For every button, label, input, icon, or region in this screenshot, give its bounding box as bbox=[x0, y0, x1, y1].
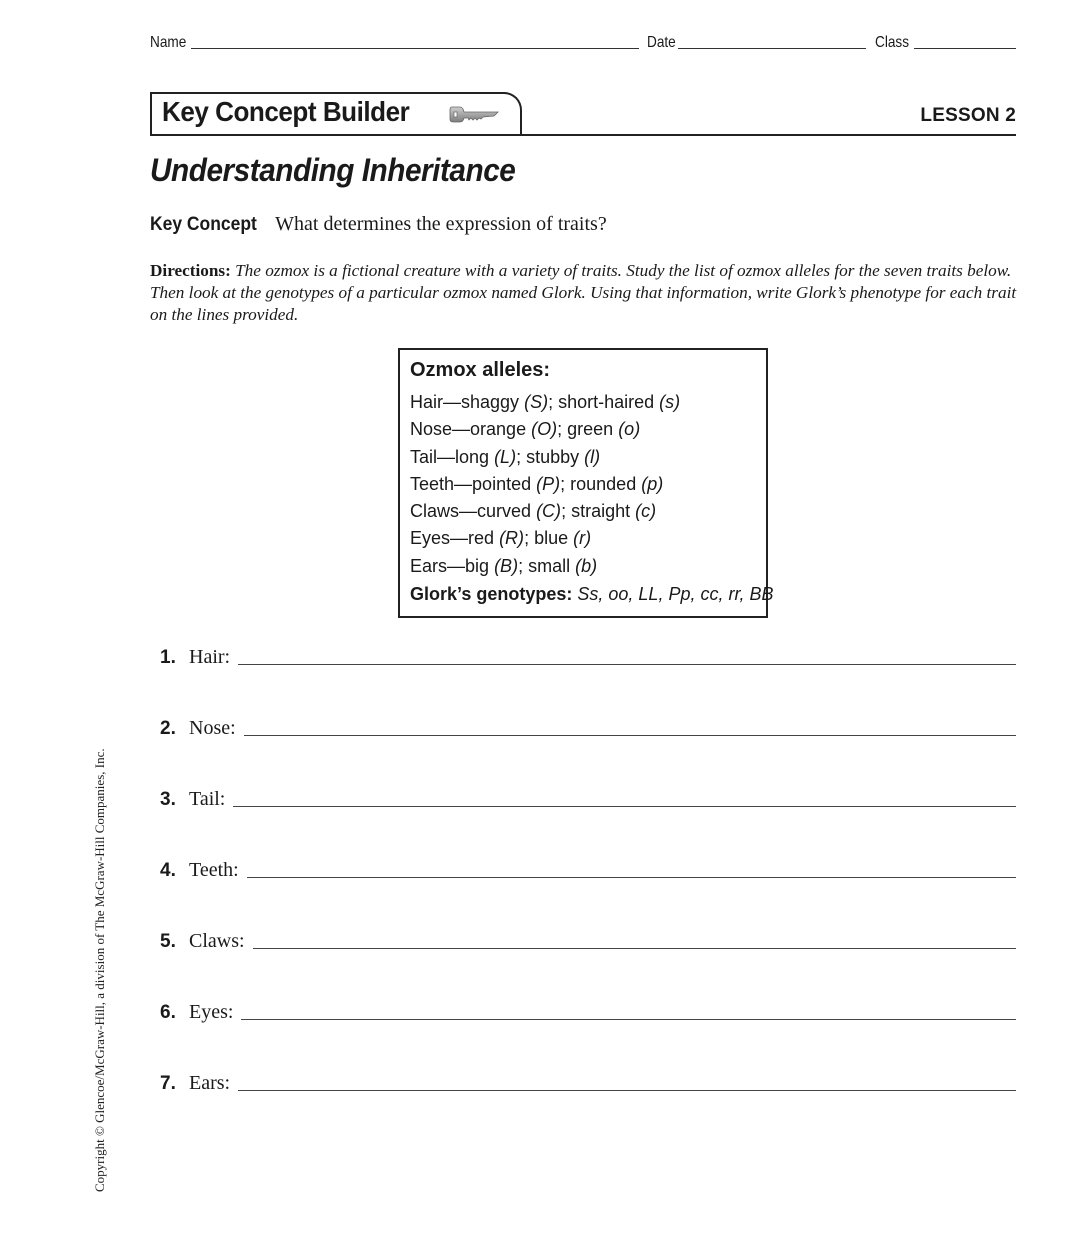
genotypes-value: Ss, oo, LL, Pp, cc, rr, BB bbox=[577, 584, 774, 605]
question-7: 7. Ears: bbox=[160, 1069, 1016, 1095]
directions-label: Directions: bbox=[150, 261, 231, 280]
key-concept-label: Key Concept bbox=[150, 214, 257, 235]
allele-row-claws: Claws—curved (C); straight (c) bbox=[410, 501, 657, 522]
key-icon bbox=[448, 101, 500, 127]
allele-row-ears: Ears—big (B); small (b) bbox=[410, 555, 598, 576]
directions-text: The ozmox is a fictional creature with a variety of traits. Study the list of ozmox alleles for the seven traits below. Then look at the genotypes of a particular ozmox named Glork. Using that information, write Glork’s phenotype for each trait on the lines provided. bbox=[150, 261, 1017, 324]
allele-row-nose: Nose—orange (O); green (o) bbox=[410, 419, 641, 440]
answer-line-ears[interactable] bbox=[238, 1072, 1016, 1091]
name-field[interactable] bbox=[191, 48, 639, 49]
question-3: 3. Tail: bbox=[160, 785, 1016, 811]
copyright-notice: Copyright © Glencoe/McGraw-Hill, a division of The McGraw-Hill Companies, Inc. bbox=[92, 748, 107, 1192]
question-5: 5. Claws: bbox=[160, 927, 1016, 953]
class-label: Class bbox=[875, 34, 910, 51]
name-label: Name bbox=[150, 34, 187, 51]
genotypes-label: Glork’s genotypes: bbox=[410, 584, 573, 605]
question-6: 6. Eyes: bbox=[160, 998, 1016, 1024]
answer-line-eyes[interactable] bbox=[241, 1001, 1016, 1020]
banner-title: Key Concept Builder bbox=[162, 96, 410, 127]
student-info-header bbox=[150, 30, 1016, 52]
alleles-heading: Ozmox alleles: bbox=[410, 359, 551, 381]
page-title: Understanding Inheritance bbox=[150, 152, 516, 188]
key-concept-question: What determines the expression of traits? bbox=[275, 213, 607, 235]
allele-row-hair: Hair—shaggy (S); short-haired (s) bbox=[410, 392, 681, 412]
key-concept bbox=[150, 213, 607, 236]
answer-line-nose[interactable] bbox=[244, 717, 1016, 736]
lesson-label: LESSON 2 bbox=[920, 105, 1016, 126]
header-divider bbox=[150, 134, 1016, 136]
date-label: Date bbox=[646, 34, 676, 51]
question-1: 1. Hair: bbox=[160, 643, 1016, 669]
answer-line-claws[interactable] bbox=[253, 930, 1016, 949]
directions bbox=[150, 260, 1020, 326]
answer-line-teeth[interactable] bbox=[247, 859, 1016, 878]
question-2: 2. Nose: bbox=[160, 714, 1016, 740]
answer-line-tail[interactable] bbox=[233, 788, 1016, 807]
alleles-box bbox=[398, 348, 774, 618]
glork-genotypes bbox=[410, 584, 774, 605]
class-field[interactable] bbox=[914, 48, 1017, 49]
answer-line-hair[interactable] bbox=[238, 646, 1016, 665]
date-field[interactable] bbox=[678, 48, 866, 49]
allele-row-tail: Tail—long (L); stubby (l) bbox=[410, 446, 601, 467]
allele-row-teeth: Teeth—pointed (P); rounded (p) bbox=[410, 473, 664, 494]
allele-row-eyes: Eyes—red (R); blue (r) bbox=[410, 528, 592, 549]
question-4: 4. Teeth: bbox=[160, 856, 1016, 882]
